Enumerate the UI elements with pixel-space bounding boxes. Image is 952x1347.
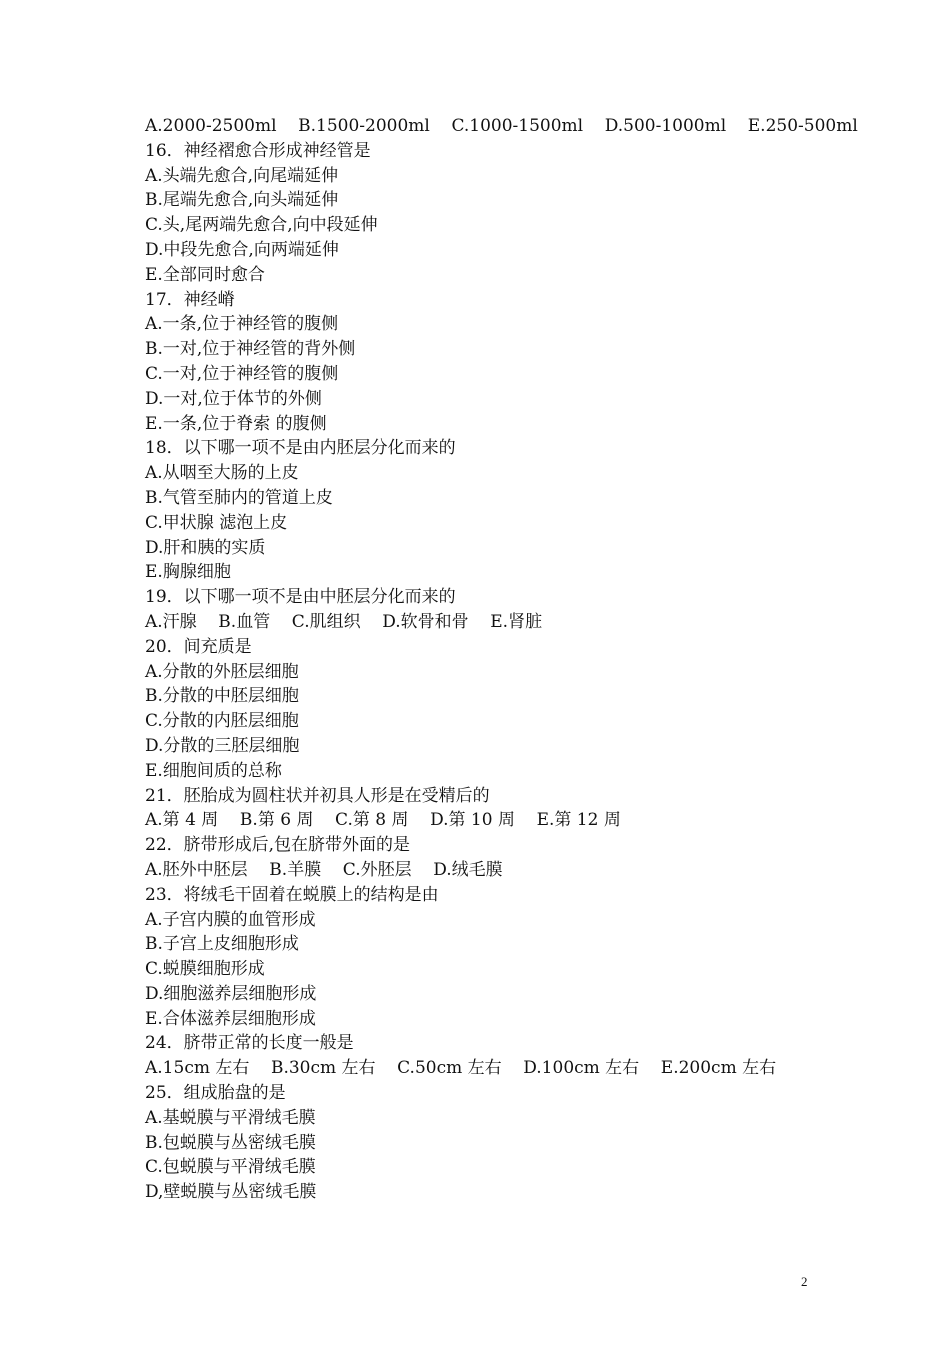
text-line: 23．将绒毛干固着在蜕膜上的结构是由 [145, 884, 439, 905]
text-line: D.一对,位于体节的外侧 [145, 388, 322, 409]
text-line: 21．胚胎成为圆柱状并初具人形是在受精后的 [145, 785, 490, 806]
text-line: 17．神经嵴 [145, 289, 235, 310]
text-line: E.细胞间质的总称 [145, 760, 282, 781]
text-line: E.胸腺细胞 [145, 562, 231, 583]
text-line: 18．以下哪一项不是由内胚层分化而来的 [145, 438, 456, 459]
text-line: C.包蜕膜与平滑绒毛膜 [145, 1157, 316, 1178]
text-line: 22．脐带形成后,包在脐带外面的是 [145, 835, 411, 856]
text-line: A.2000-2500ml B.1500-2000ml C.1000-1500ml D.500-1000ml E.250-500ml [145, 116, 858, 136]
text-line: C.头,尾两端先愈合,向中段延伸 [145, 215, 378, 236]
text-line: 25．组成胎盘的是 [145, 1083, 286, 1104]
text-line: B.包蜕膜与丛密绒毛膜 [145, 1132, 316, 1153]
text-line: A.一条,位于神经管的腹侧 [145, 314, 339, 335]
text-line: 24．脐带正常的长度一般是 [145, 1033, 354, 1054]
text-line: A.从咽至大肠的上皮 [145, 463, 299, 484]
text-line: E.全部同时愈合 [145, 264, 265, 285]
text-line: A.子宫内膜的血管形成 [145, 909, 316, 930]
question-list [145, 114, 858, 1205]
text-line: B.一对,位于神经管的背外侧 [145, 339, 356, 360]
text-line: D.肝和胰的实质 [145, 537, 266, 558]
text-line: A.15cm 左右 B.30cm 左右 C.50cm 左右 D.100cm 左右 E.200cm 左右 [145, 1058, 777, 1079]
text-line: A.分散的外胚层细胞 [145, 661, 299, 682]
text-line: A.基蜕膜与平滑绒毛膜 [145, 1107, 316, 1128]
text-line: 19．以下哪一项不是由中胚层分化而来的 [145, 587, 456, 608]
text-line: A.汗腺 B.血管 C.肌组织 D.软骨和骨 E.肾脏 [145, 611, 543, 632]
text-line: B.分散的中胚层细胞 [145, 686, 299, 707]
text-line: B.气管至肺内的管道上皮 [145, 487, 333, 508]
text-line: 16．神经褶愈合形成神经管是 [145, 140, 371, 161]
page-number: 2 [801, 1274, 808, 1289]
text-line: B.子宫上皮细胞形成 [145, 934, 299, 955]
text-line: D.细胞滋养层细胞形成 [145, 983, 317, 1004]
text-line: A.胚外中胚层 B.羊膜 C.外胚层 D.绒毛膜 [145, 859, 503, 880]
text-line: D.中段先愈合,向两端延伸 [145, 239, 339, 260]
text-line: C.一对,位于神经管的腹侧 [145, 363, 339, 384]
text-line: A.头端先愈合,向尾端延伸 [145, 165, 339, 186]
text-line: 20．间充质是 [145, 636, 252, 657]
text-line: E.一条,位于脊索 的腹侧 [145, 413, 327, 434]
text-line: D,壁蜕膜与丛密绒毛膜 [145, 1182, 317, 1203]
text-line: C.蜕膜细胞形成 [145, 959, 265, 980]
text-line: E.合体滋养层细胞形成 [145, 1008, 316, 1029]
text-line: D.分散的三胚层细胞 [145, 735, 300, 756]
text-line: C.甲状腺 滤泡上皮 [145, 512, 288, 533]
text-line: A.第 4 周 B.第 6 周 C.第 8 周 D.第 10 周 E.第 12 周 [145, 810, 621, 831]
text-line: B.尾端先愈合,向头端延伸 [145, 190, 339, 211]
text-line: C.分散的内胚层细胞 [145, 711, 299, 732]
